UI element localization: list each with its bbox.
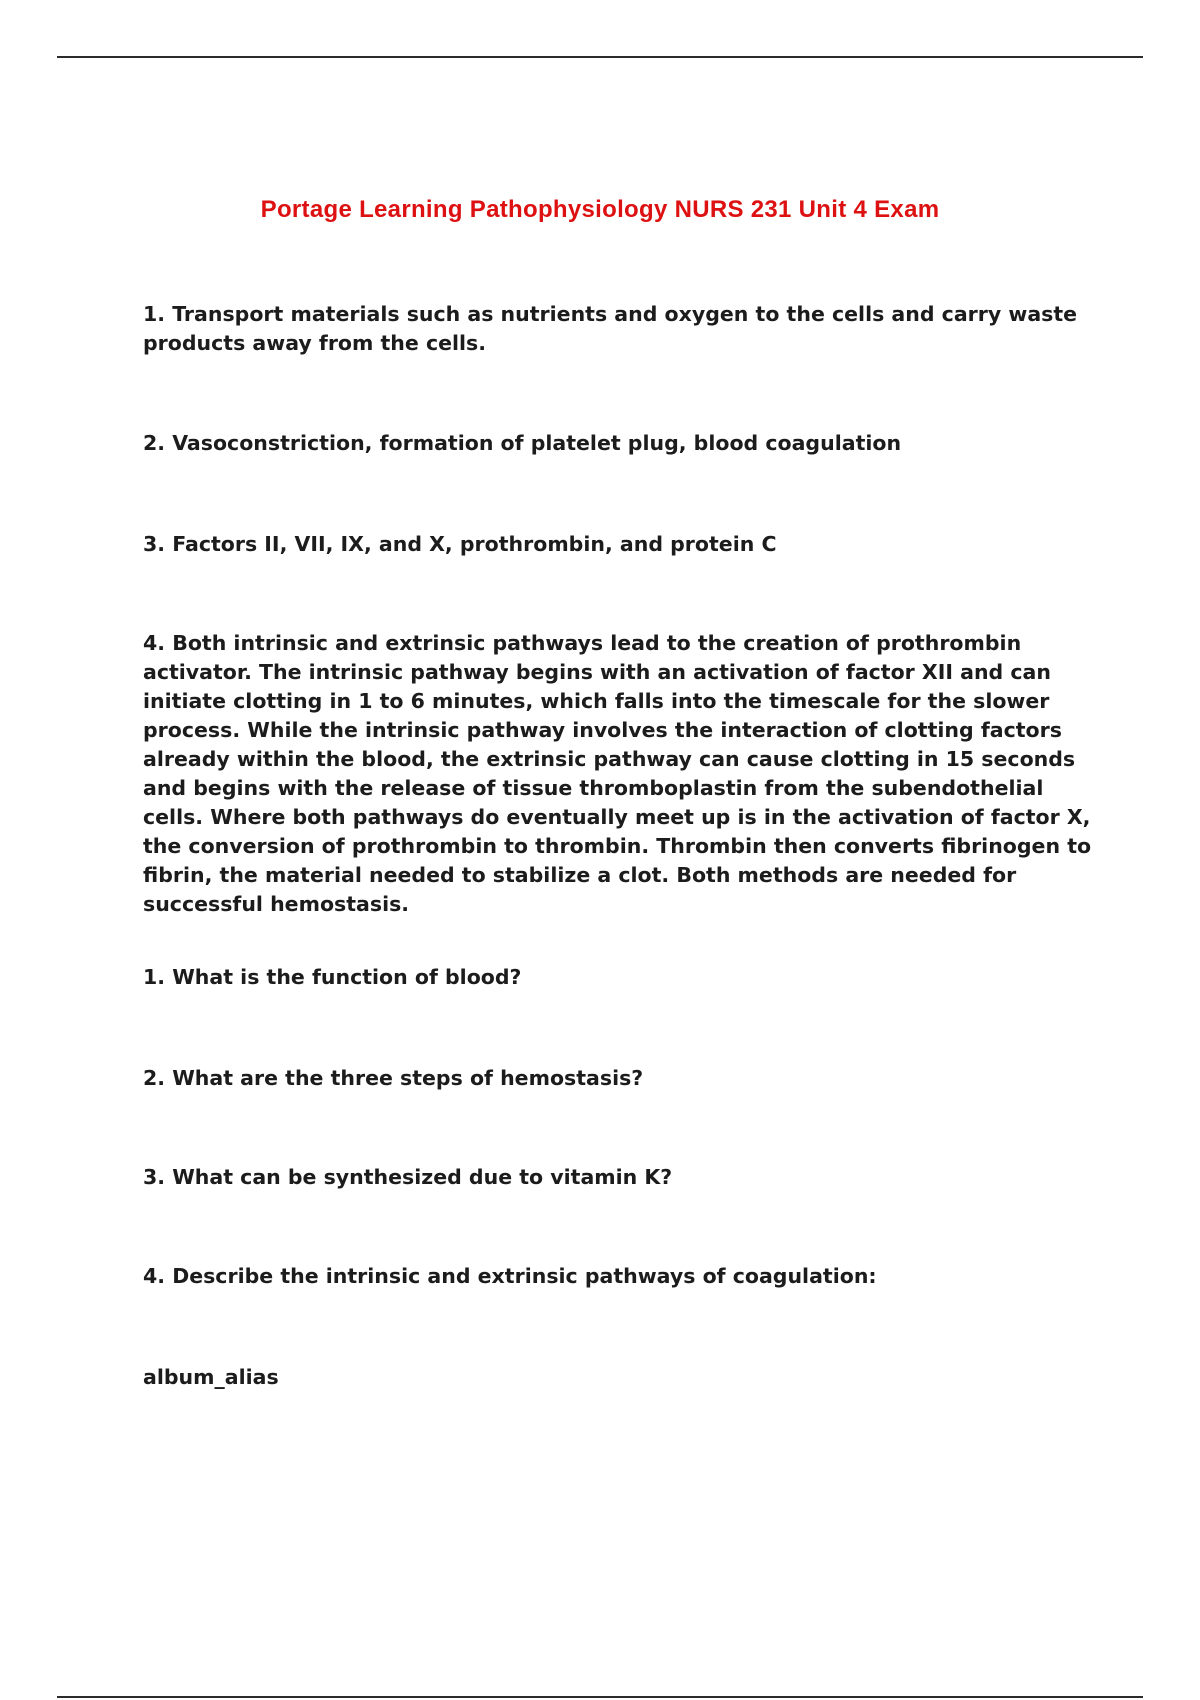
answer-4: 4. Both intrinsic and extrinsic pathways lead to the creation of prothrombin activator. The intrinsic pathway begins with an activation of factor XII and can initiate clotting in 1 to 6 minutes, which falls into the timescale for the slower process. While the intrinsic pathway involves the interaction of clotting factors already within the blood, the extrinsic pathway can cause clotting in 15 seconds and begins with the release of tissue thromboplastin from the subendothelial cells. Where both pathways do eventually meet up is in the activation of factor X, the conversion of prothrombin to thrombin. Thrombin then converts fibrinogen to fibrin, the material needed to stabilize a clot. Both methods are needed for successful hemostasis. — [143, 631, 1092, 916]
answer-2: 2. Vasoconstriction, formation of platelet plug, blood coagulation — [143, 431, 902, 455]
top-divider — [57, 56, 1143, 58]
answer-1: 1. Transport materials such as nutrients and oxygen to the cells and carry waste products away from the cells. — [143, 302, 1078, 355]
question-4: 4. Describe the intrinsic and extrinsic pathways of coagulation: — [143, 1264, 877, 1288]
bottom-divider — [57, 1696, 1143, 1698]
question-1: 1. What is the function of blood? — [143, 965, 522, 989]
question-3: 3. What can be synthesized due to vitamin K? — [143, 1165, 673, 1189]
question-2: 2. What are the three steps of hemostasis? — [143, 1066, 644, 1090]
answer-3: 3. Factors II, VII, IX, and X, prothrombin, and protein C — [143, 532, 777, 556]
footer-alias-text: album_alias — [143, 1365, 279, 1389]
document-title: Portage Learning Pathophysiology NURS 231 Unit 4 Exam — [260, 196, 940, 223]
